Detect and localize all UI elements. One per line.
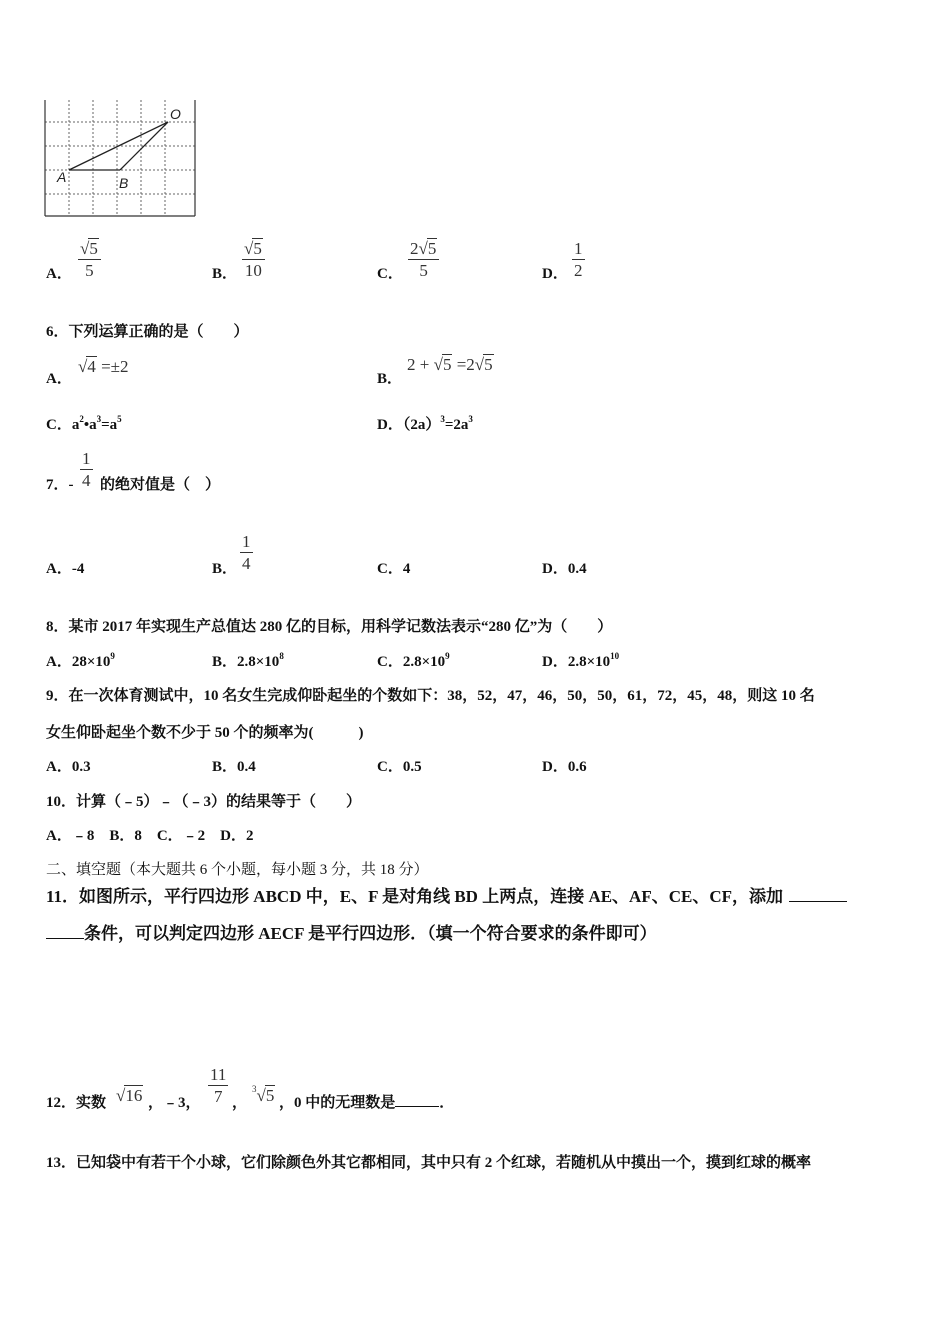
q12-sep2: ， [232, 1095, 248, 1111]
q9-line1: 9．在一次体育测试中，10 名女生完成仰卧起坐的个数如下：38，52，47，46，50，50，61，72，45，48，则这 10 名 [46, 688, 815, 704]
q8-option-d: D．$2.8\times 10^{10}$ [542, 651, 620, 670]
q6-option-d: D．$(2a)^3=2a^3$ [377, 414, 473, 433]
q9-option-d: D．0.6 [542, 759, 587, 775]
q7-suffix: 的绝对值是（ ） [100, 477, 221, 493]
q5-option-c-letter: C． [377, 266, 403, 282]
q7-option-a: A．-4 [46, 561, 85, 577]
q7-option-b-fraction: 1 4 [242, 532, 251, 573]
q7-option-d: D．0.4 [542, 561, 587, 577]
q7-prefix: 7．- [46, 477, 74, 493]
q6-option-b-letter: B． [377, 371, 403, 387]
q8-option-c: C．$2.8\times 10^9$ [377, 651, 450, 670]
q6-option-b-expr: 2 + √5 =2√5 [407, 355, 493, 374]
q5-option-b-letter: B． [212, 266, 238, 282]
q11-blank-1[interactable] [789, 901, 847, 902]
q5-option-a-fraction: √5 5 [78, 238, 101, 281]
q11-line2: 条件，可以判定四边形 AECF 是平行四边形．（填一个符合要求的条件即可） [46, 919, 657, 944]
q13-stem: 13．已知袋中有若干个小球，它们除颜色外其它都相同，其中只有 2 个红球，若随机从中摸出一个，摸到红球的概率 [46, 1155, 812, 1171]
q5-option-a-letter: A． [46, 266, 72, 282]
q11-blank-2[interactable] [46, 938, 84, 939]
grid-figure [40, 96, 200, 221]
q8-option-b: B．$2.8\times 10^8$ [212, 651, 284, 670]
q12-cuberoot5: $^3$√5 [252, 1084, 275, 1105]
q6-option-a-letter: A． [46, 371, 72, 387]
q12-blank[interactable] [395, 1106, 439, 1107]
q5-option-c-fraction: 2√5 5 [408, 238, 439, 281]
q12-sep1: ，﹣3， [148, 1095, 201, 1111]
q9-option-c: C．0.5 [377, 759, 422, 775]
label-a: A [57, 169, 67, 185]
label-o: O [170, 106, 181, 122]
section-heading: 二、填空题（本大题共 6 个小题，每小题 3 分，共 18 分） [46, 862, 429, 878]
q9-option-b: B．0.4 [212, 759, 256, 775]
q12-fraction: 11 7 [210, 1065, 227, 1106]
q5-option-d-letter: D． [542, 266, 568, 282]
q9-line2: 女生仰卧起坐个数不少于 50 个的频率为( ) [46, 725, 364, 741]
label-b: B [119, 175, 129, 191]
q12-sqrt16: √16 [116, 1086, 143, 1105]
q6-stem: 6．下列运算正确的是（ ） [46, 324, 249, 340]
q10-options: A．﹣8 B．8 C．﹣2 D．2 [46, 828, 254, 844]
q6-option-a-expr: √4 =±2 [78, 357, 129, 376]
q6-option-c: C．$a^2•a^3=a^5$ [46, 414, 122, 433]
q9-option-a: A．0.3 [46, 759, 91, 775]
q10-stem: 10．计算（﹣5）﹣（﹣3）的结果等于（ ） [46, 794, 362, 810]
q5-option-b-fraction: √5 10 [242, 238, 265, 281]
q5-option-d-fraction: 1 2 [574, 239, 583, 280]
q12-prefix: 12．实数 [46, 1095, 107, 1111]
q7-fraction: 1 4 [82, 449, 91, 490]
q12-suffix: ，0 中的无理数是 ． [279, 1095, 455, 1111]
q7-option-b-letter: B． [212, 561, 238, 577]
q7-option-c: C．4 [377, 561, 411, 577]
q8-option-a: A．$28\times 10^9$ [46, 651, 115, 670]
q8-stem: 8．某市 2017 年实现生产总值达 280 亿的目标，用科学记数法表示“280 亿”为（ ） [46, 619, 613, 635]
q11-line1: 11．如图所示，平行四边形 ABCD 中，E、F 是对角线 BD 上两点，连接 AE、AF、CE、CF，添加 [46, 882, 847, 907]
